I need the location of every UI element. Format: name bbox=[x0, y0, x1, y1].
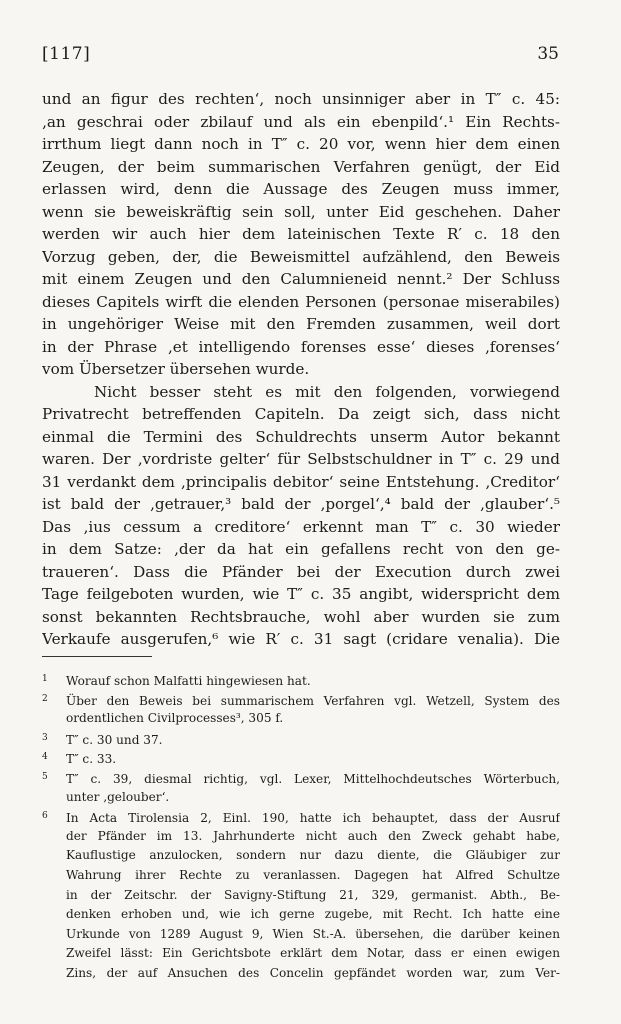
footnote-divider bbox=[42, 656, 152, 657]
footnote-line: Wahrung ihrer Rechte zu veranlassen. Dagegen hat Alfred Schultze bbox=[66, 867, 560, 882]
text-line: ‚an geschrai oder zbilauf und als ein ebenpild‘.¹ Ein Rechts- bbox=[42, 112, 560, 131]
footnote-line: Zweifel lässt: Ein Gerichtsbote erklärt dem Notar, dass er einen ewigen bbox=[66, 946, 560, 961]
running-header bbox=[42, 44, 559, 68]
footnote-line: in der Zeitschr. der Savigny-Stiftung 21, 329, germanist. Abth., Be- bbox=[66, 887, 560, 902]
footnotes bbox=[42, 670, 560, 984]
footnote-line: Zins, der auf Ansuchen des Concelin gepfändet worden war, zum Ver- bbox=[66, 965, 560, 980]
footnote-3: 3 T″ c. 30 und 37. bbox=[42, 729, 560, 749]
text-line: Das ‚ius cessum a creditore‘ erkennt man T″ c. 30 wieder bbox=[42, 517, 560, 536]
text-line: Zeugen, der beim summarischen Verfahren genügt, der Eid bbox=[42, 157, 560, 176]
text-line: ist bald der ‚getrauer,³ bald der ‚porgel‘,⁴ bald der ‚glauber‘.⁵ bbox=[42, 495, 560, 513]
footnote-line: ordentlichen Civilprocesses³, 305 f. bbox=[66, 711, 284, 726]
text-line: einmal die Termini des Schuldrechts unserm Autor bekannt bbox=[42, 427, 560, 446]
footnote-5: 5 T″ c. 39, diesmal richtig, vgl. Lexer, Mittelhochdeutsches Wörterbuch, bbox=[42, 768, 560, 788]
text-line: traueren‘. Dass die Pfänder bei der Execution durch zwei bbox=[42, 562, 560, 581]
page-number: 35 bbox=[537, 44, 559, 64]
text-line: erlassen wird, denn die Aussage des Zeugen muss immer, bbox=[42, 180, 560, 198]
footnote-mark: 1 bbox=[42, 674, 48, 684]
footnote-line: unter ‚gelouber‘. bbox=[66, 789, 170, 804]
text-line: wenn sie beweiskräftig sein soll, unter Eid geschehen. Daher bbox=[42, 202, 560, 221]
footnote-mark: 6 bbox=[42, 811, 48, 822]
footnote-4: 4 T″ c. 33. bbox=[42, 748, 560, 768]
footnote-line: denken erhoben und, wie ich gerne zugebe, mit Recht. Ich hatte eine bbox=[66, 907, 560, 922]
text-line: irrthum liegt dann noch in T″ c. 20 vor, wenn hier dem einen bbox=[42, 135, 560, 153]
footnote-2: 2 Über den Beweis bei summarischem Verfahren vgl. Wetzell, System des bbox=[42, 690, 560, 710]
text-line: und an figur des rechten‘, noch unsinniger aber in T″ c. 45: bbox=[42, 90, 560, 108]
text-line: in der Phrase ‚et intelligendo forenses esse‘ dieses ‚forenses‘ bbox=[42, 337, 560, 356]
text-line: Verkaufe ausgerufen,⁶ wie R′ c. 31 sagt (cridare venalia). Die bbox=[42, 630, 560, 648]
text-line: in ungehöriger Weise mit den Fremden zusammen, weil dort bbox=[42, 315, 560, 333]
text-line: sonst bekannten Rechtsbrauche, wohl aber wurden sie zum bbox=[42, 607, 560, 626]
text-line: werden wir auch hier dem lateinischen Texte R′ c. 18 den bbox=[42, 225, 560, 243]
text-line: Nicht besser steht es mit den folgenden, vorwiegend bbox=[94, 382, 560, 401]
text-line: 31 verdankt dem ‚principalis debitor‘ seine Entstehung. ‚Creditor‘ bbox=[42, 472, 560, 491]
text-line: Tage feilgeboten wurden, wie T″ c. 35 angibt, widerspricht dem bbox=[42, 585, 560, 603]
text-line: mit einem Zeugen und den Calumnieneid nennt.² Der Schluss bbox=[42, 270, 560, 288]
text-line: Privatrecht betreffenden Capiteln. Da zeigt sich, dass nicht bbox=[42, 405, 560, 423]
text-line: dieses Capitels wirft die elenden Personen (personae miserabiles) bbox=[42, 292, 560, 311]
footnote-mark: 2 bbox=[42, 693, 48, 704]
footnote-line: Urkunde von 1289 August 9, Wien St.-A. übersehen, die darüber keinen bbox=[66, 926, 560, 941]
footnote-6: 6 In Acta Tirolensia 2, Einl. 190, hatte ich behauptet, dass der Ausruf bbox=[42, 807, 560, 827]
footnote-mark: 5 bbox=[42, 771, 48, 782]
text-line: in dem Satze: ‚der da hat ein gefallens recht von den ge- bbox=[42, 540, 560, 558]
main-text bbox=[42, 88, 560, 651]
footnote-1: 1 Worauf schon Malfatti hingewiesen hat. bbox=[42, 670, 560, 690]
footnote-mark: 3 bbox=[42, 732, 48, 743]
text-line: Vorzug geben, der, die Beweismittel aufzählend, den Beweis bbox=[42, 247, 560, 266]
footnote-line: der Pfänder im 13. Jahrhunderte nicht auch den Zweck gehabt habe, bbox=[66, 828, 560, 843]
page-reference: [117] bbox=[42, 44, 91, 64]
text-line: waren. Der ‚vordriste gelter‘ für Selbstschuldner in T″ c. 29 und bbox=[42, 450, 560, 468]
footnote-line: Kauflustige anzulocken, sondern nur dazu diente, die Gläubiger zur bbox=[66, 848, 560, 863]
text-line: vom Übersetzer übersehen wurde. bbox=[42, 360, 310, 378]
footnote-mark: 4 bbox=[42, 752, 48, 763]
